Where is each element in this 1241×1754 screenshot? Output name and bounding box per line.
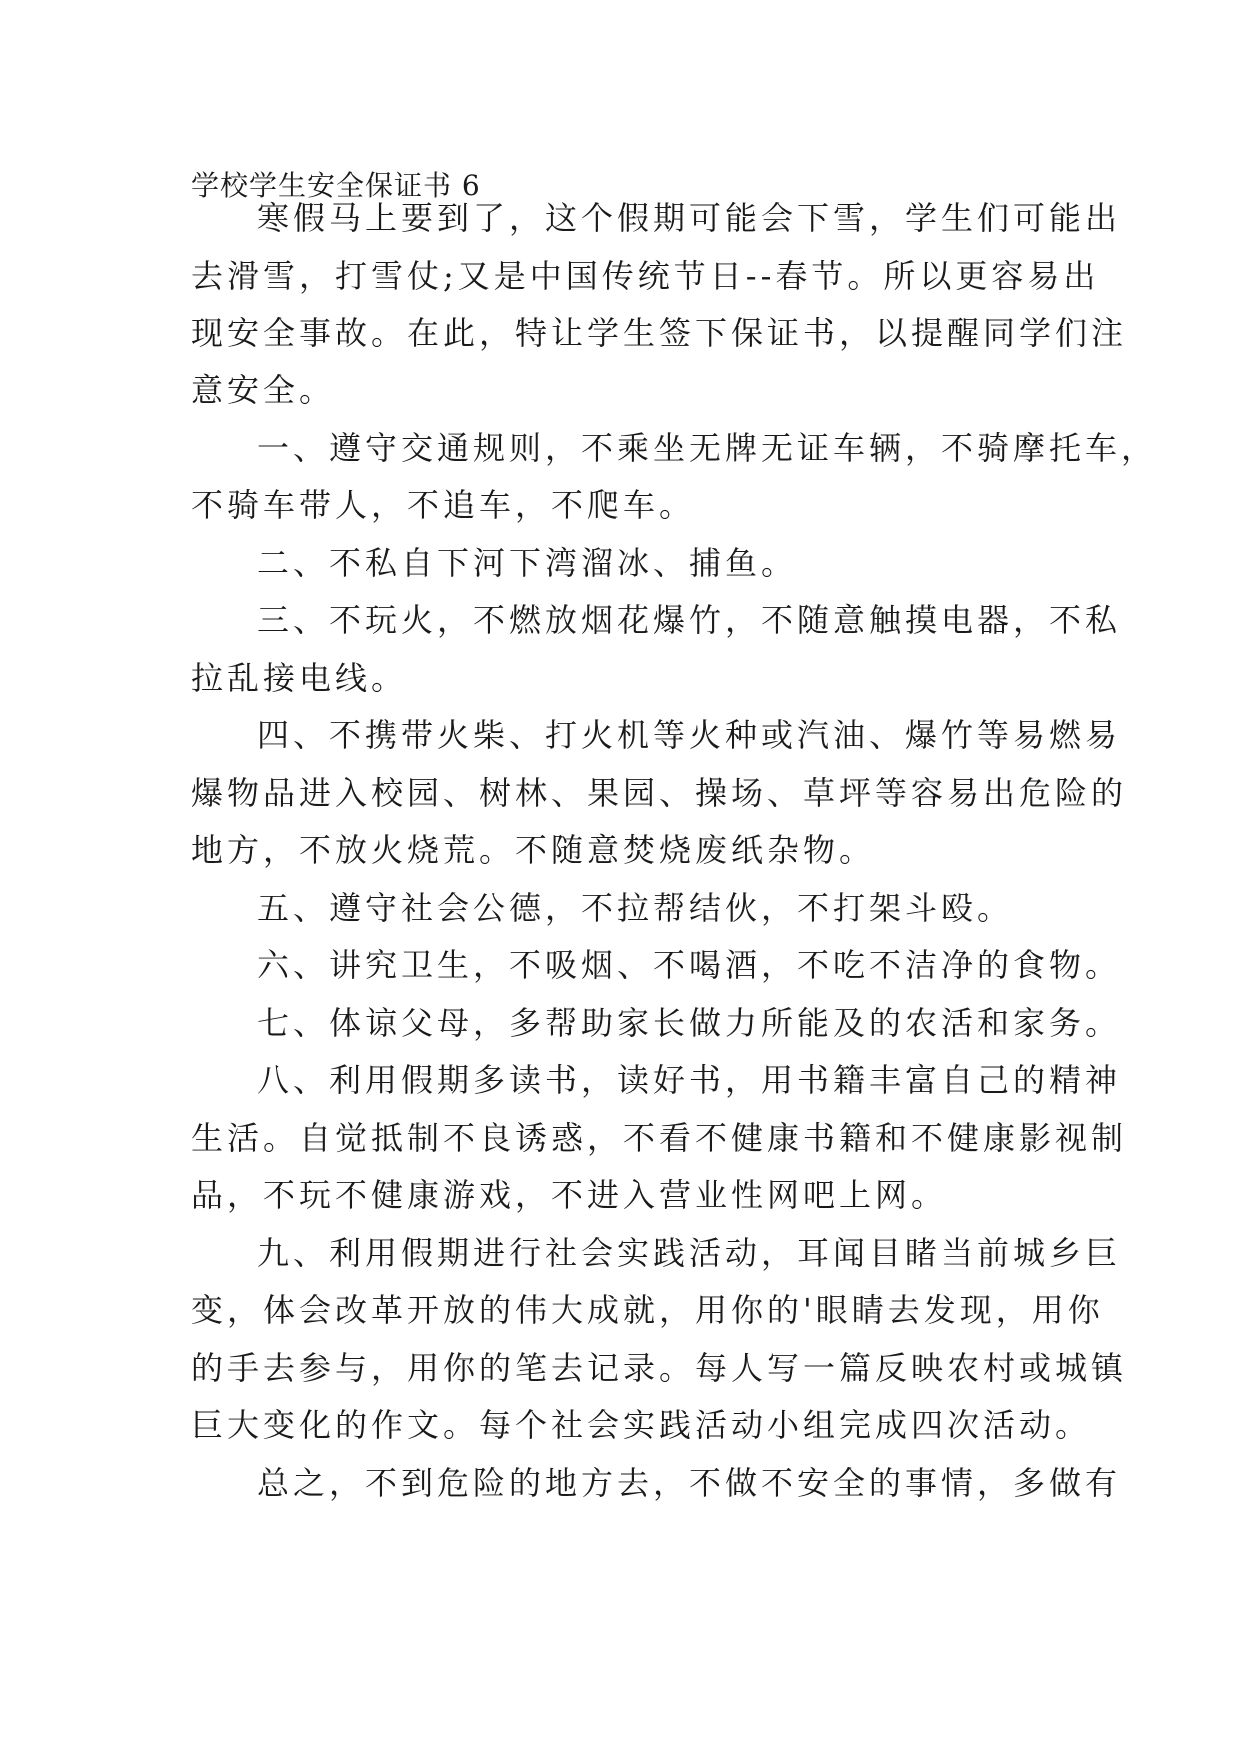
document-title: 学校学生安全保证书 6 (191, 169, 481, 202)
text-line: 意安全。 (191, 371, 336, 409)
text-line: 爆物品进入校园、树林、果园、操场、草坪等容易出危险的 (191, 774, 1128, 812)
text-line: 不骑车带人，不追车，不爬车。 (191, 486, 696, 524)
text-line: 六、讲究卫生，不吸烟、不喝酒，不吃不洁净的食物。 (257, 946, 1122, 984)
text-line: 地方，不放火烧荒。不随意焚烧废纸杂物。 (191, 831, 876, 869)
text-line: 巨大变化的作文。每个社会实践活动小组完成四次活动。 (191, 1406, 1092, 1444)
text-line: 三、不玩火，不燃放烟花爆竹，不随意触摸电器，不私 (257, 601, 1122, 639)
text-line: 二、不私自下河下湾溜冰、捕鱼。 (257, 544, 798, 582)
text-line: 总之，不到危险的地方去，不做不安全的事情，多做有 (257, 1464, 1122, 1502)
text-line: 九、利用假期进行社会实践活动，耳闻目睹当前城乡巨 (257, 1234, 1122, 1272)
text-line: 一、遵守交通规则，不乘坐无牌无证车辆，不骑摩托车， (257, 429, 1158, 467)
text-line: 变，体会改革开放的伟大成就，用你的'眼睛去发现，用你 (191, 1291, 1104, 1329)
text-line: 的手去参与，用你的笔去记录。每人写一篇反映农村或城镇 (191, 1349, 1128, 1387)
text-line: 生活。自觉抵制不良诱惑，不看不健康书籍和不健康影视制 (191, 1119, 1128, 1157)
text-line: 品，不玩不健康游戏，不进入营业性网吧上网。 (191, 1176, 948, 1214)
text-line: 现安全事故。在此，特让学生签下保证书，以提醒同学们注 (191, 314, 1128, 352)
text-line: 去滑雪，打雪仗;又是中国传统节日--春节。所以更容易出 (191, 257, 1100, 295)
text-line: 五、遵守社会公德，不拉帮结伙，不打架斗殴。 (257, 889, 1014, 927)
text-line: 七、体谅父母，多帮助家长做力所能及的农活和家务。 (257, 1004, 1122, 1042)
text-line: 拉乱接电线。 (191, 659, 408, 697)
text-line: 八、利用假期多读书，读好书，用书籍丰富自己的精神 (257, 1061, 1122, 1099)
text-line: 寒假马上要到了，这个假期可能会下雪，学生们可能出 (257, 199, 1122, 237)
text-line: 四、不携带火柴、打火机等火种或汽油、爆竹等易燃易 (257, 716, 1122, 754)
